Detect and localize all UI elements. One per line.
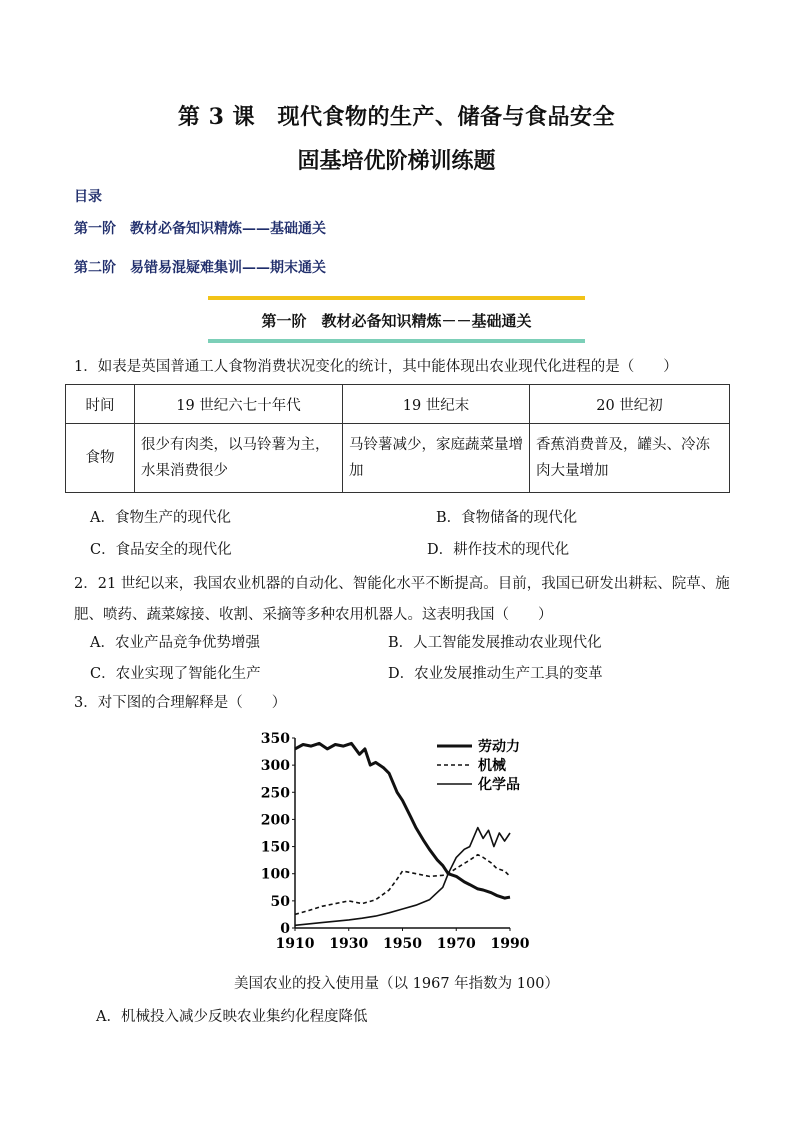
section-label: 第一阶 教材必备知识精炼－－基础通关 (261, 312, 532, 330)
y-tick-label: 200 (260, 812, 290, 829)
q2-option-a[interactable]: A．农业产品竞争优势增强 (90, 635, 260, 651)
toc-item-1[interactable]: 第一阶 教材必备知识精炼——基础通关 (74, 221, 326, 237)
table-header-cell: 时间 (66, 385, 135, 424)
y-tick-label: 150 (260, 839, 290, 856)
question-1-stem: 1．如表是英国普通工人食物消费状况变化的统计，其中能体现出农业现代化进程的是（ ） (74, 359, 678, 375)
toc-item-2[interactable]: 第二阶 易错易混疑难集训——期末通关 (74, 260, 326, 276)
q2-option-b[interactable]: B．人工智能发展推动农业现代化 (388, 635, 602, 651)
x-tick-label: 1970 (436, 936, 476, 952)
y-tick-labels (261, 731, 290, 937)
q2-option-c[interactable]: C．农业实现了智能化生产 (90, 666, 261, 682)
q3-option-a[interactable]: A．机械投入减少反映农业集约化程度降低 (96, 1009, 368, 1025)
y-tick-label: 0 (280, 921, 290, 937)
table-header-cell: 20 世纪初 (530, 385, 730, 424)
banner-top-rule (208, 296, 585, 300)
banner-bottom-rule (208, 339, 585, 343)
x-tick-labels (276, 936, 530, 952)
table-cell: 很少有肉类，以马铃薯为主，水果消费很少 (135, 424, 343, 493)
y-tick-label: 350 (260, 731, 290, 747)
y-tick-label: 100 (260, 866, 290, 883)
section-banner (208, 296, 585, 346)
table-row (66, 424, 730, 493)
series-line-3 (295, 828, 510, 926)
q1-option-c[interactable]: C．食品安全的现代化 (90, 542, 232, 558)
question-3-stem: 3．对下图的合理解释是（ ） (74, 695, 287, 711)
page-subtitle: 固基培优阶梯训练题 (297, 148, 496, 174)
q1-option-b[interactable]: B．食物储备的现代化 (436, 510, 578, 526)
chart-caption: 美国农业的投入使用量（以 1967 年指数为 100） (234, 976, 559, 992)
legend-label: 机械 (478, 758, 506, 774)
question-2-stem: 2．21 世纪以来，我国农业机器的自动化、智能化水平不断提高。目前，我国已研发出耕耘、院草、施肥、喷药、蔬菜嫁接、收割、采摘等多种农用机器人。这表明我国（ ） (74, 576, 730, 623)
y-tick-label: 250 (260, 785, 290, 802)
y-tick-label: 300 (260, 758, 290, 775)
legend-label: 劳动力 (478, 739, 520, 755)
table-cell: 香蕉消费普及，罐头、冷冻肉大量增加 (530, 424, 730, 493)
q2-option-d[interactable]: D．农业发展推动生产工具的变革 (388, 666, 603, 682)
table-cell: 马铃薯减少，家庭蔬菜量增加 (343, 424, 530, 493)
food-consumption-table (65, 384, 730, 493)
x-tick-label: 1910 (275, 936, 315, 952)
table-header-row (66, 385, 730, 424)
page-title: 第 3 课 现代食物的生产、储备与食品安全 (177, 104, 616, 130)
table-header-cell: 19 世纪末 (343, 385, 530, 424)
x-tick-label: 1990 (490, 936, 530, 952)
q1-option-d[interactable]: D．耕作技术的现代化 (427, 542, 570, 558)
input-usage-chart (260, 728, 540, 963)
toc-heading: 目录 (74, 189, 102, 205)
y-tick-label: 50 (270, 893, 290, 910)
x-tick-label: 1930 (329, 936, 369, 952)
chart-legend (437, 738, 520, 793)
table-header-cell: 19 世纪六七十年代 (135, 385, 343, 424)
x-tick-label: 1950 (383, 936, 422, 952)
table-row-label: 食物 (66, 424, 135, 493)
q1-option-a[interactable]: A．食物生产的现代化 (90, 510, 231, 526)
series-line-2 (295, 855, 510, 915)
legend-label: 化学品 (478, 777, 520, 793)
